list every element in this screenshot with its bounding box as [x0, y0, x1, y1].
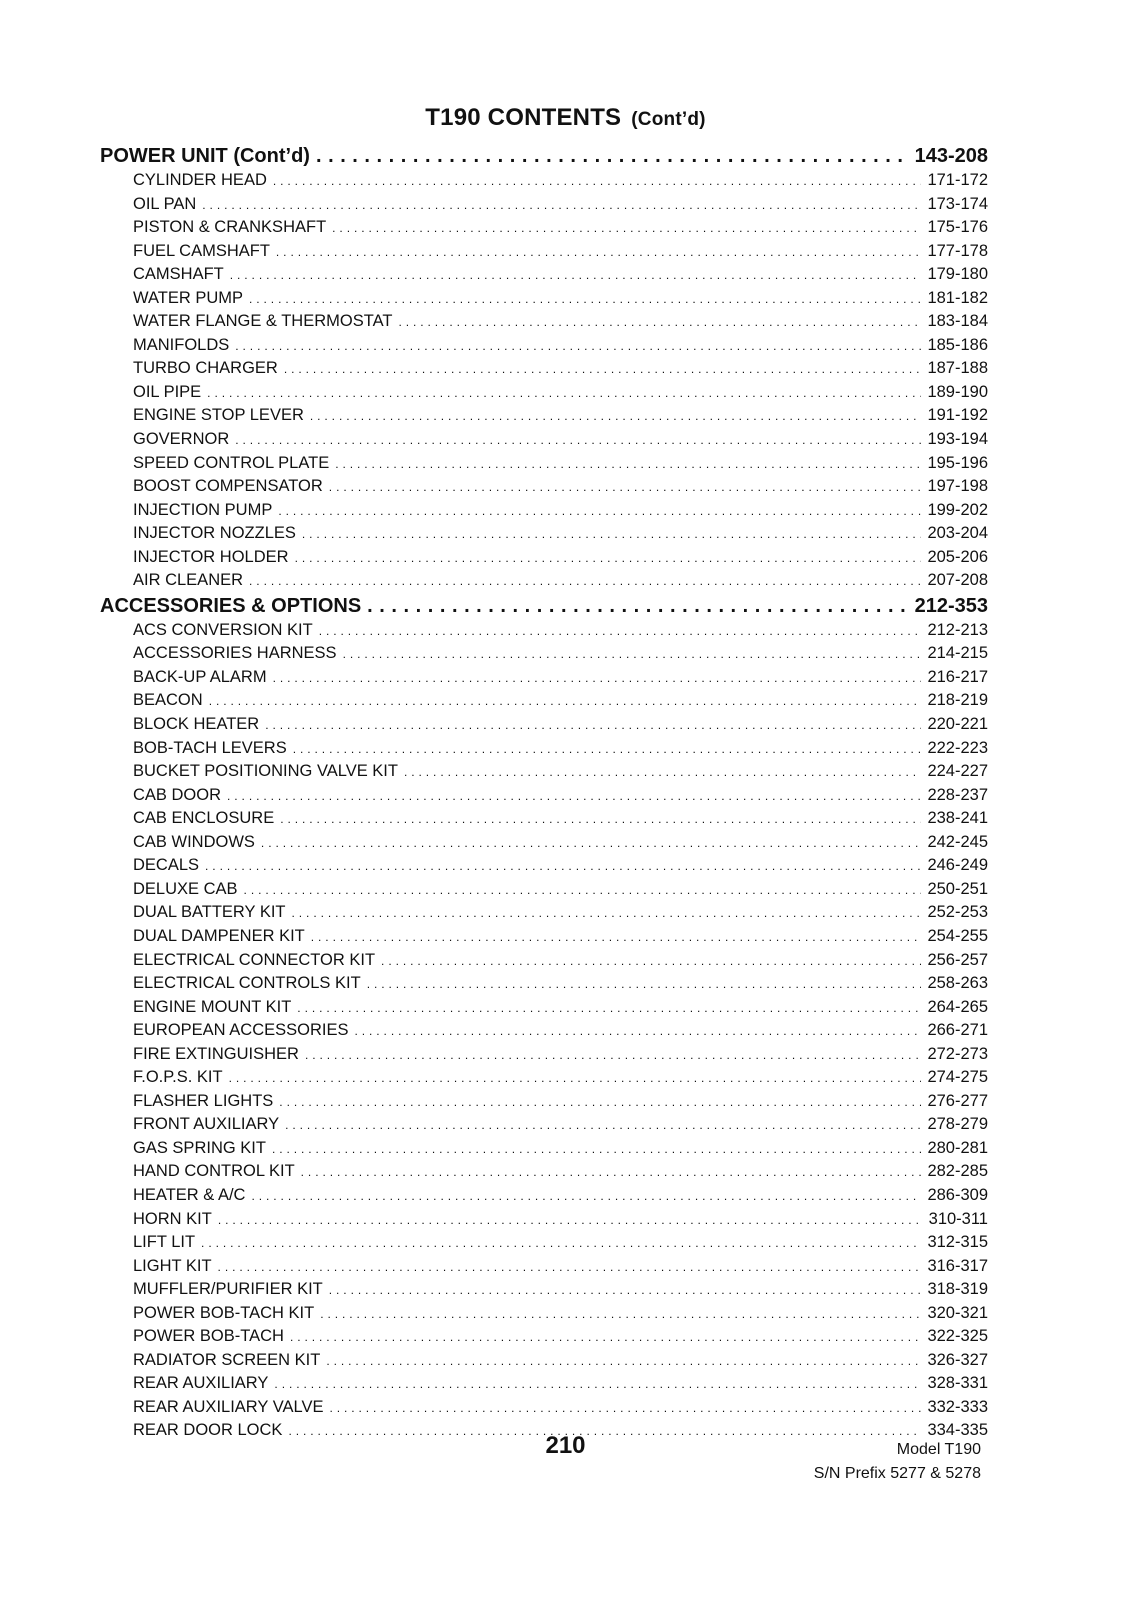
entry-pages: 252-253	[927, 903, 988, 922]
entry-label: DELUXE CAB	[133, 879, 238, 898]
entry-label: GOVERNOR	[133, 430, 230, 449]
toc-entry[interactable]	[100, 522, 988, 546]
entry-pages: 195-196	[927, 453, 988, 472]
entry-label: EUROPEAN ACCESSORIES	[133, 1021, 349, 1040]
dot-leader	[335, 453, 921, 476]
section-pages: 143-208	[914, 145, 988, 167]
toc-entry[interactable]	[100, 475, 988, 499]
entry-label: BEACON	[133, 691, 203, 710]
dot-leader	[311, 926, 922, 949]
entry-pages: 286-309	[927, 1185, 988, 1204]
entry-pages: 205-206	[927, 547, 988, 566]
entry-pages: 326-327	[927, 1350, 988, 1369]
entry-label: OIL PIPE	[133, 382, 202, 401]
entry-label: F.O.P.S. KIT	[133, 1068, 223, 1087]
toc-entry[interactable]	[100, 949, 988, 973]
dot-leader	[230, 264, 922, 287]
toc-entry[interactable]	[100, 1184, 988, 1208]
entry-pages: 222-223	[927, 738, 988, 757]
dot-leader	[332, 217, 921, 240]
toc-entry[interactable]	[100, 1137, 988, 1161]
toc-entry[interactable]	[100, 1231, 988, 1255]
entry-pages: 278-279	[927, 1115, 988, 1134]
entry-label: HAND CONTROL KIT	[133, 1162, 295, 1181]
entry-label: POWER BOB-TACH	[133, 1327, 284, 1346]
entry-pages: 207-208	[927, 571, 988, 590]
entry-label: OIL PAN	[133, 194, 197, 213]
dot-leader	[398, 311, 921, 334]
toc-entry[interactable]	[100, 1325, 988, 1349]
toc-entry[interactable]	[100, 452, 988, 476]
toc-entry[interactable]	[100, 996, 988, 1020]
entry-pages: 276-277	[927, 1091, 988, 1110]
dot-leader	[205, 855, 921, 878]
dot-leader	[276, 241, 922, 264]
toc-entry[interactable]	[100, 972, 988, 996]
toc-entry[interactable]	[100, 831, 988, 855]
entry-pages: 320-321	[927, 1303, 988, 1322]
dot-leader	[249, 288, 921, 311]
entry-pages: 187-188	[927, 359, 988, 378]
toc-entry[interactable]	[100, 357, 988, 381]
dot-leader	[265, 714, 921, 737]
entry-label: ACCESSORIES HARNESS	[133, 644, 337, 663]
entry-pages: 212-213	[927, 620, 988, 639]
entry-pages: 246-249	[927, 856, 988, 875]
dot-leader	[280, 808, 921, 831]
toc-entry[interactable]	[100, 499, 988, 523]
dot-leader	[354, 1020, 921, 1043]
toc-entry[interactable]	[100, 310, 988, 334]
dot-leader	[244, 879, 922, 902]
entry-label: REAR AUXILIARY	[133, 1374, 269, 1393]
entry-label: INJECTOR NOZZLES	[133, 524, 296, 543]
entry-pages: 171-172	[927, 171, 988, 189]
dot-leader	[292, 902, 922, 925]
entry-label: TURBO CHARGER	[133, 359, 278, 378]
entry-label: FRONT AUXILIARY	[133, 1115, 280, 1134]
entry-pages: 266-271	[927, 1021, 988, 1040]
entry-pages: 179-180	[927, 265, 988, 284]
dot-leader	[201, 1232, 921, 1255]
toc-entry[interactable]	[100, 1019, 988, 1043]
entry-label: DECALS	[133, 856, 200, 875]
entry-label: INJECTION PUMP	[133, 500, 273, 519]
entry-pages: 318-319	[927, 1280, 988, 1299]
entry-label: MANIFOLDS	[133, 335, 230, 354]
dot-leader	[310, 405, 922, 428]
toc-entry[interactable]	[100, 428, 988, 452]
entry-label: RADIATOR SCREEN KIT	[133, 1350, 321, 1369]
entry-pages: 332-333	[927, 1397, 988, 1416]
entry-pages: 181-182	[927, 288, 988, 307]
entry-pages: 272-273	[927, 1044, 988, 1063]
dot-leader	[302, 523, 922, 546]
toc-entry[interactable]	[100, 1208, 988, 1232]
dot-leader	[261, 832, 922, 855]
dot-leader	[367, 973, 922, 996]
dot-leader	[218, 1209, 923, 1232]
entry-pages: 316-317	[927, 1256, 988, 1275]
entry-label: FUEL CAMSHAFT	[133, 241, 270, 260]
entry-label: BOB-TACH LEVERS	[133, 738, 287, 757]
entry-pages: 189-190	[927, 382, 988, 401]
dot-leader	[320, 1303, 921, 1326]
entry-pages: 173-174	[927, 194, 988, 213]
toc-entry[interactable]	[100, 713, 988, 737]
entry-label: AIR CLEANER	[133, 571, 244, 590]
entry-label: SPEED CONTROL PLATE	[133, 453, 330, 472]
toc-entry[interactable]	[100, 1160, 988, 1184]
dot-leader	[249, 570, 921, 593]
dot-leader	[329, 1279, 922, 1302]
entry-pages: 322-325	[927, 1327, 988, 1346]
entry-label: ELECTRICAL CONNECTOR KIT	[133, 950, 376, 969]
dot-leader	[235, 335, 921, 358]
dot-leader	[329, 1397, 921, 1420]
toc-entry[interactable]	[100, 619, 988, 643]
entry-label: BOOST COMPENSATOR	[133, 477, 323, 496]
toc-entry[interactable]	[100, 169, 988, 193]
toc-entry[interactable]	[100, 760, 988, 784]
entry-pages: 185-186	[927, 335, 988, 354]
entry-pages: 334-335	[927, 1421, 988, 1440]
toc-entry[interactable]	[100, 1255, 988, 1279]
dot-leader	[301, 1161, 922, 1184]
entry-pages: 258-263	[927, 974, 988, 993]
entry-pages: 175-176	[927, 218, 988, 237]
entry-label: GAS SPRING KIT	[133, 1138, 266, 1157]
entry-pages: 193-194	[927, 430, 988, 449]
entry-label: FLASHER LIGHTS	[133, 1091, 274, 1110]
toc-entry[interactable]	[100, 784, 988, 808]
toc-entry[interactable]	[100, 216, 988, 240]
dot-leader	[290, 1326, 921, 1349]
toc-entry[interactable]	[100, 737, 988, 761]
entry-pages: 228-237	[927, 785, 988, 804]
entry-pages: 218-219	[927, 691, 988, 710]
title-main: T190 CONTENTS	[425, 104, 622, 131]
entry-label: BUCKET POSITIONING VALVE KIT	[133, 762, 398, 781]
entry-label: ELECTRICAL CONTROLS KIT	[133, 974, 361, 993]
toc-entry[interactable]	[100, 1043, 988, 1067]
entry-pages: 264-265	[927, 997, 988, 1016]
entry-label: ACS CONVERSION KIT	[133, 620, 313, 639]
toc-entry[interactable]	[100, 546, 988, 570]
entry-label: POWER BOB-TACH KIT	[133, 1303, 315, 1322]
toc-entry[interactable]	[100, 287, 988, 311]
entry-label: HEATER & A/C	[133, 1185, 246, 1204]
entry-label: INJECTOR HOLDER	[133, 547, 289, 566]
toc-entry[interactable]	[100, 807, 988, 831]
table-of-contents	[100, 143, 988, 1443]
toc-entry[interactable]	[100, 1349, 988, 1373]
entry-pages: 254-255	[927, 926, 988, 945]
dot-leader	[295, 547, 922, 570]
entry-label: WATER PUMP	[133, 288, 243, 307]
entry-label: LIGHT KIT	[133, 1256, 212, 1275]
entry-label: ENGINE STOP LEVER	[133, 406, 304, 425]
toc-section[interactable]	[100, 143, 988, 169]
toc-entry[interactable]	[100, 1113, 988, 1137]
dot-leader	[209, 690, 922, 713]
entry-label: BACK-UP ALARM	[133, 667, 267, 686]
entry-pages: 310-311	[928, 1209, 988, 1228]
dot-leader	[329, 476, 922, 499]
entry-pages: 214-215	[927, 644, 988, 663]
footer-serial: S/N Prefix 5277 & 5278	[813, 1465, 981, 1482]
page-title	[0, 104, 1131, 132]
toc-entry[interactable]	[100, 1372, 988, 1396]
toc-entry[interactable]	[100, 1278, 988, 1302]
toc-entry[interactable]	[100, 854, 988, 878]
toc-entry[interactable]	[100, 666, 988, 690]
dot-leader	[343, 643, 922, 666]
dot-leader	[319, 620, 922, 643]
toc-entry[interactable]	[100, 642, 988, 666]
page-number: 210	[545, 1432, 586, 1459]
dot-leader	[274, 1373, 921, 1396]
toc-entry[interactable]	[100, 689, 988, 713]
dot-leader	[305, 1044, 922, 1067]
entry-label: DUAL DAMPENER KIT	[133, 926, 305, 945]
toc-entry[interactable]	[100, 240, 988, 264]
toc-entry[interactable]	[100, 193, 988, 217]
entry-pages: 224-227	[927, 762, 988, 781]
entry-pages: 274-275	[927, 1068, 988, 1087]
toc-entry[interactable]	[100, 263, 988, 287]
toc-entry[interactable]	[100, 381, 988, 405]
entry-pages: 256-257	[927, 950, 988, 969]
toc-entry[interactable]	[100, 901, 988, 925]
dot-leader	[229, 1067, 922, 1090]
dot-leader	[404, 761, 921, 784]
toc-entry[interactable]	[100, 925, 988, 949]
dot-leader	[235, 429, 921, 452]
section-label: POWER UNIT (Cont’d)	[100, 145, 310, 167]
entry-pages: 191-192	[927, 406, 988, 425]
entry-label: REAR AUXILIARY VALVE	[133, 1397, 324, 1416]
entry-label: CAB DOOR	[133, 785, 222, 804]
toc-entry[interactable]	[100, 334, 988, 358]
entry-pages: 280-281	[927, 1138, 988, 1157]
dot-leader	[293, 738, 922, 761]
entry-pages: 203-204	[927, 524, 988, 543]
dot-leader	[218, 1256, 922, 1279]
entry-label: CAMSHAFT	[133, 265, 224, 284]
entry-label: DUAL BATTERY KIT	[133, 903, 286, 922]
toc-entry[interactable]	[100, 404, 988, 428]
entry-pages: 242-245	[927, 832, 988, 851]
entry-pages: 282-285	[927, 1162, 988, 1181]
dot-leader	[273, 667, 922, 690]
dot-leader	[273, 170, 922, 193]
entry-pages: 183-184	[927, 312, 988, 331]
entry-pages: 312-315	[927, 1233, 988, 1252]
dot-leader	[326, 1350, 921, 1373]
dot-leader	[285, 1114, 921, 1137]
entry-label: LIFT LIT	[133, 1233, 196, 1252]
dot-leader	[278, 500, 921, 523]
dot-leader	[272, 1138, 921, 1161]
toc-entry[interactable]	[100, 1396, 988, 1420]
section-label: ACCESSORIES & OPTIONS	[100, 594, 362, 617]
entry-pages: 250-251	[927, 879, 988, 898]
entry-label: CAB ENCLOSURE	[133, 809, 275, 828]
entry-label: ENGINE MOUNT KIT	[133, 997, 292, 1016]
entry-label: HORN KIT	[133, 1209, 212, 1228]
title-subtitle: (Cont’d)	[631, 109, 706, 130]
dot-leader	[316, 143, 909, 169]
toc-entry[interactable]	[100, 878, 988, 902]
entry-label: WATER FLANGE & THERMOSTAT	[133, 312, 393, 331]
section-pages: 212-353	[914, 594, 988, 617]
entry-pages: 177-178	[927, 241, 988, 260]
dot-leader	[367, 593, 908, 619]
entry-label: BLOCK HEATER	[133, 715, 260, 734]
toc-entry[interactable]	[100, 1066, 988, 1090]
dot-leader	[251, 1185, 921, 1208]
dot-leader	[202, 194, 921, 217]
toc-section[interactable]	[100, 593, 988, 619]
footer-model: Model T190	[896, 1441, 981, 1458]
dot-leader	[279, 1091, 921, 1114]
dot-leader	[381, 950, 921, 973]
entry-pages: 216-217	[927, 667, 988, 686]
dot-leader	[297, 997, 921, 1020]
entry-pages: 220-221	[927, 715, 988, 734]
toc-entry[interactable]	[100, 1302, 988, 1326]
dot-leader	[284, 358, 922, 381]
toc-entry[interactable]	[100, 1090, 988, 1114]
entry-label: CAB WINDOWS	[133, 832, 255, 851]
entry-pages: 199-202	[927, 500, 988, 519]
entry-label: FIRE EXTINGUISHER	[133, 1044, 299, 1063]
entry-label: REAR DOOR LOCK	[133, 1421, 283, 1440]
entry-label: CYLINDER HEAD	[133, 171, 267, 189]
dot-leader	[227, 785, 921, 808]
dot-leader	[207, 382, 921, 405]
toc-entry[interactable]	[100, 569, 988, 593]
entry-pages: 197-198	[927, 477, 988, 496]
entry-label: MUFFLER/PURIFIER KIT	[133, 1280, 323, 1299]
entry-pages: 328-331	[927, 1374, 988, 1393]
footer-model-info	[814, 1438, 981, 1486]
entry-label: PISTON & CRANKSHAFT	[133, 218, 327, 237]
entry-pages: 238-241	[927, 809, 988, 828]
